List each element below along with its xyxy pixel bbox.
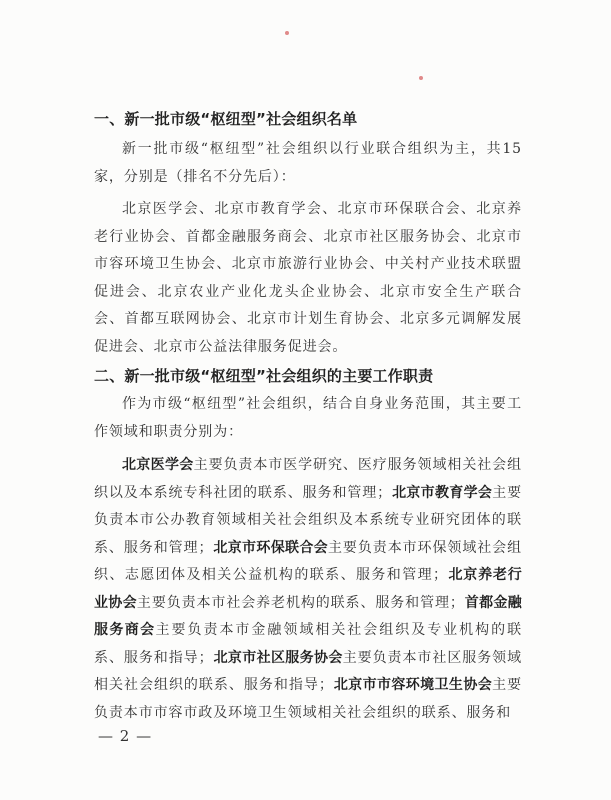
page-number: — 2 — xyxy=(98,727,153,745)
section-heading-1: 一、新一批市级“枢纽型”社会组织名单 xyxy=(94,110,358,128)
paragraph-org-list: 北京医学会、北京市教育学会、北京市环保联合会、北京养老行业协会、首都金融服务商会、北京市社区服务协会、北京市市容环境卫生协会、北京市旅游行业协会、中关村产业技术联盟促进会、北京农业产业化龙头企业协会、北京市安全生产联合会、首都互联网协会、北京市计划生育协会、北京多元调解发展促进会、北京市公益法律服务促进会。 xyxy=(94,201,522,355)
red-speck-mark xyxy=(285,31,289,35)
org-duty-text: 主要负责本市环保领域社会组织、志愿团体及相关公益机构的联系、服务和管理； xyxy=(94,539,522,583)
paragraph-duties-intro: 作为市级“枢纽型”社会组织，结合自身业务范围，其主要工作领域和职责分别为： xyxy=(94,396,522,440)
org-duty-text: 主要负责本市金融领域相关社会组织及专业机构的联系、服务和指导； xyxy=(94,622,523,666)
section-heading-2: 二、新一批市级“枢纽型”社会组织的主要工作职责 xyxy=(94,367,434,385)
org-name: 北京市教育学会 xyxy=(392,484,493,501)
org-duty-text: 主要负责本市市容市政及环境卫生领域相关社会组织的联系、服务和 xyxy=(94,677,522,721)
red-speck-mark xyxy=(419,76,423,80)
org-duty-text: 主要负责本市医学研究、医疗服务领域相关社会组织以及本系统专科社团的联系、服务和管理； xyxy=(94,457,522,501)
org-name: 北京市环保联合会 xyxy=(213,539,328,556)
org-duty-text: 主要负责本市社会养老机构的联系、服务和管理； xyxy=(136,594,465,611)
document-body xyxy=(94,108,522,727)
org-name: 北京医学会 xyxy=(122,457,194,473)
org-name: 北京养老行业协会 xyxy=(94,567,523,611)
paragraph-intro: 新一批市级“枢纽型”社会组织以行业联合组织为主，共15家，分别是（排名不分先后）： xyxy=(94,141,522,185)
org-duty-text: 主要负责本市社区服务领域相关社会组织的联系、服务和指导； xyxy=(94,649,523,693)
org-duty-text: 主要负责本市公办教育领域相关社会组织及本系统专业研究团体的联系、服务和管理； xyxy=(94,484,522,556)
paragraph-duties xyxy=(94,452,522,727)
org-name: 北京市社区服务协会 xyxy=(213,649,343,666)
org-name: 首都金融服务商会 xyxy=(94,594,522,638)
org-name: 北京市市容环境卫生协会 xyxy=(333,677,493,693)
